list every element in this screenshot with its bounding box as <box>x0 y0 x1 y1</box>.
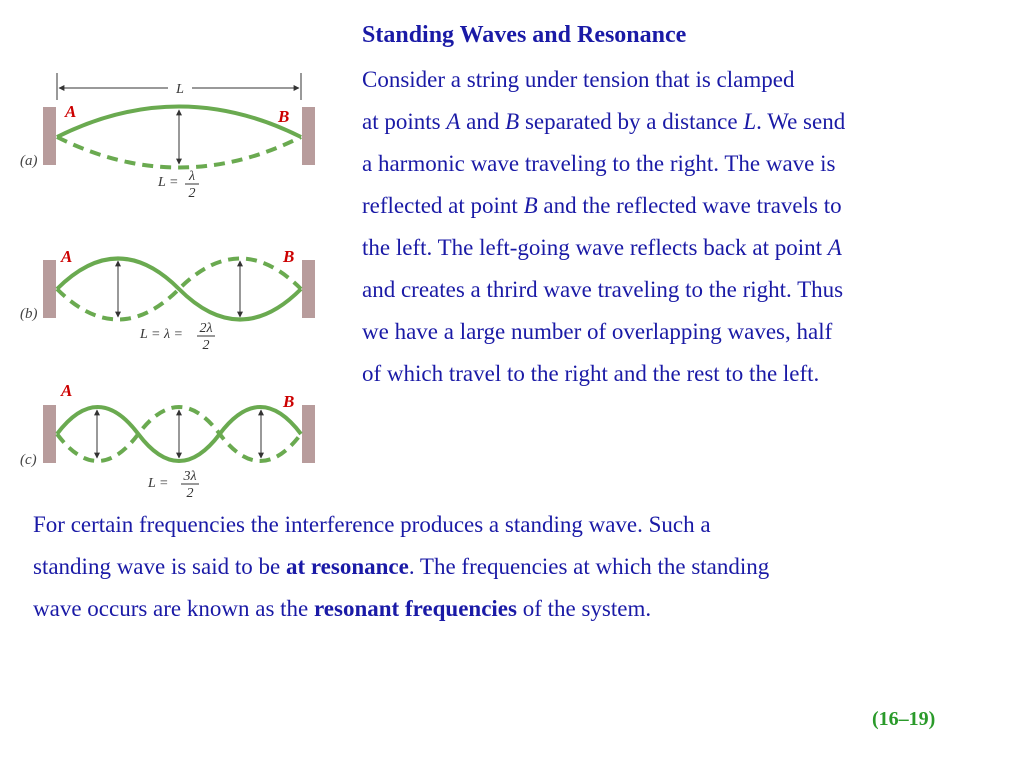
text-line: wave occurs are known as the resonant frequencies of the system. <box>33 596 652 621</box>
clamp-left <box>43 107 56 165</box>
length-label: L <box>176 82 184 97</box>
panel-c-eq-lhs: L = <box>148 476 169 491</box>
resonance-paragraph <box>33 504 769 630</box>
intro-paragraph <box>362 59 845 395</box>
clamp-left <box>43 405 56 463</box>
clamp-left <box>43 260 56 318</box>
point-b-label: B <box>283 392 295 411</box>
point-b-label: B <box>278 107 290 126</box>
point-a-label: A <box>61 247 73 266</box>
panel-b <box>20 247 315 353</box>
text-line: the left. The left-going wave reflects back at point A <box>362 235 842 260</box>
panel-a-eq-denominator: 2 <box>188 186 196 201</box>
clamp-right <box>302 260 315 318</box>
standing-wave-diagram <box>0 0 330 500</box>
wave-solid <box>57 259 301 320</box>
panel-a-eq-lhs: L = <box>158 175 179 190</box>
panel-b-eq-numerator: 2λ <box>199 321 213 336</box>
clamp-right <box>302 405 315 463</box>
text-line: a harmonic wave traveling to the right. The wave is <box>362 151 836 176</box>
equation-number: (16–19) <box>872 708 936 730</box>
point-b-label: B <box>283 247 295 266</box>
point-a-label: A <box>61 381 73 400</box>
slide-title: Standing Waves and Resonance <box>362 22 687 48</box>
panel-b-eq-lhs: L = λ = <box>140 327 183 342</box>
panel-b-tag: (b) <box>20 306 38 322</box>
panel-a-tag: (a) <box>20 153 38 169</box>
panel-c <box>20 381 315 501</box>
panel-c-eq-denominator: 2 <box>186 486 194 501</box>
text-line: at points A and B separated by a distance L. We send <box>362 109 846 134</box>
text-line: and creates a thrird wave traveling to the right. Thus <box>362 277 844 302</box>
term-at-resonance: at resonance <box>285 554 409 579</box>
text-line: Consider a string under tension that is clamped <box>362 67 795 92</box>
point-a-label: A <box>65 102 77 121</box>
text-line: we have a large number of overlapping waves, half <box>362 319 833 344</box>
panel-a-eq-numerator: λ <box>188 169 196 184</box>
text-line: standing wave is said to be at resonance. The frequencies at which the standing <box>33 554 770 579</box>
clamp-right <box>302 107 315 165</box>
panel-a <box>20 73 315 201</box>
text-line: For certain frequencies the interference produces a standing wave. Such a <box>33 512 711 537</box>
panel-c-eq-numerator: 3λ <box>183 469 197 484</box>
panel-b-eq-denominator: 2 <box>202 338 210 353</box>
term-resonant-frequencies: resonant frequencies <box>314 596 517 621</box>
text-line: of which travel to the right and the rest to the left. <box>362 361 820 386</box>
panel-c-tag: (c) <box>20 452 37 468</box>
text-line: reflected at point B and the reflected wave travels to <box>362 193 842 218</box>
